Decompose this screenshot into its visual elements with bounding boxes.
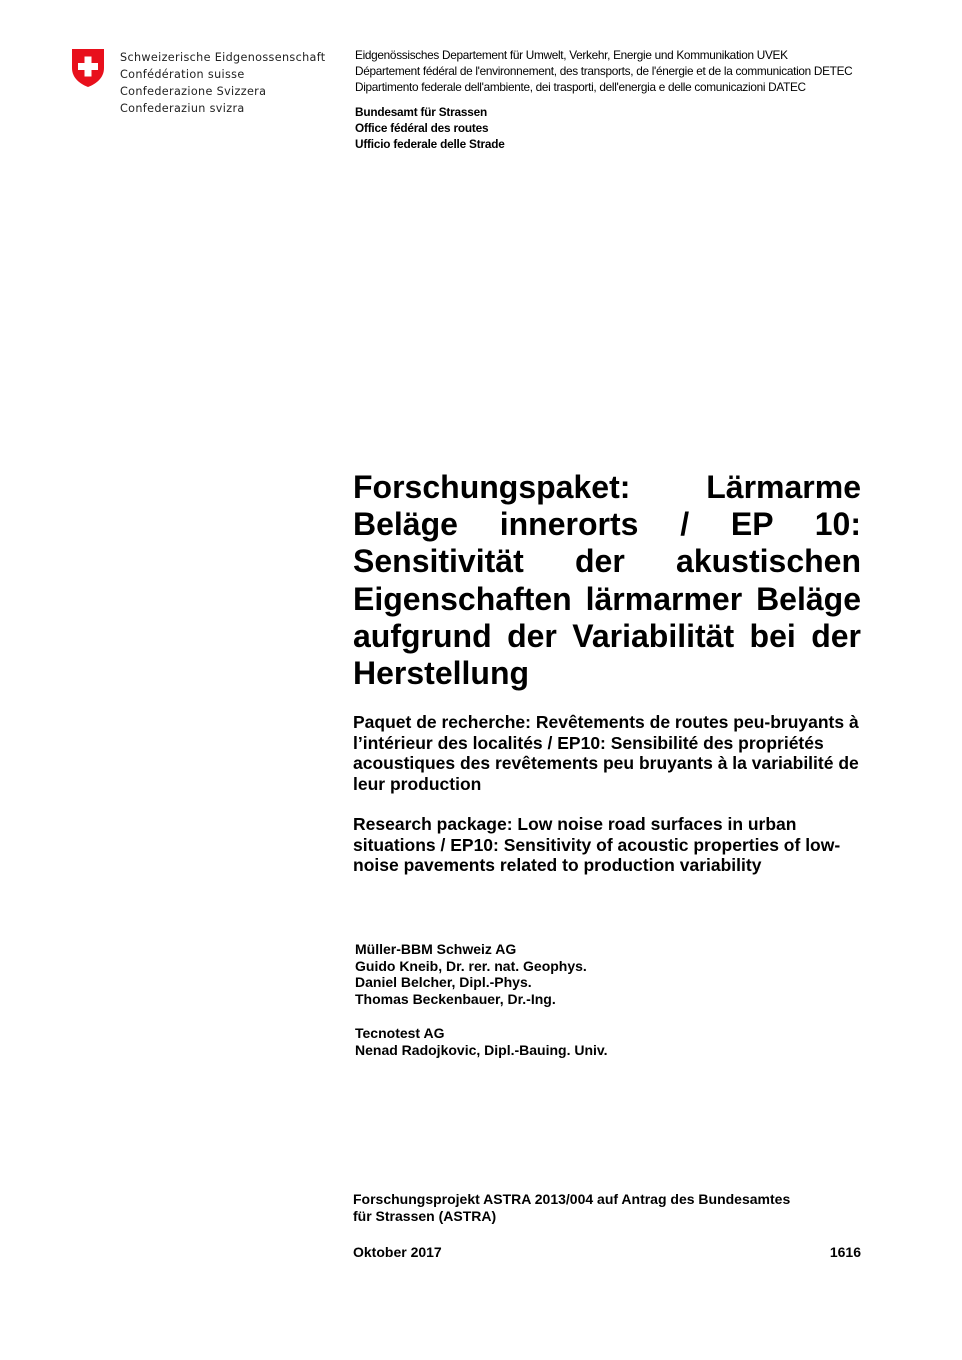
author-name: Guido Kneib, Dr. rer. nat. Geophys. bbox=[355, 957, 587, 974]
author-name: Daniel Belcher, Dipl.-Phys. bbox=[355, 974, 532, 991]
department-line-fr: Département fédéral de l'environnement, des transports, de l'énergie et de la communication DETEC bbox=[355, 64, 853, 78]
office-block bbox=[355, 104, 505, 152]
office-line-de: Bundesamt für Strassen bbox=[355, 105, 487, 119]
footer bbox=[353, 1244, 861, 1261]
author-group-tecnotest bbox=[355, 1025, 608, 1058]
department-block bbox=[355, 47, 852, 95]
author-name: Nenad Radojkovic, Dipl.-Bauing. Univ. bbox=[355, 1041, 608, 1058]
department-line-it: Dipartimento federale dell'ambiente, dei trasporti, dell'energia e delle comunicazioni DATEC bbox=[355, 80, 806, 94]
confederation-name-fr: Confédération suisse bbox=[120, 68, 245, 81]
confederation-names bbox=[120, 49, 326, 117]
author-organization: Müller-BBM Schweiz AG bbox=[355, 941, 517, 957]
project-note-line: für Strassen (ASTRA) bbox=[353, 1208, 497, 1224]
document-title-fr: Paquet de recherche: Revêtements de routes peu-bruyants à l’intérieur des localités / EP10: Sensibilité des propriétés acoustiques des revêtements peu bruyants à la variabilité de leur production bbox=[353, 712, 859, 794]
report-number: 1616 bbox=[829, 1244, 861, 1260]
author-group-mueller-bbm bbox=[355, 941, 587, 1008]
confederation-name-rm: Confederaziun svizra bbox=[120, 102, 245, 115]
swiss-coat-of-arms-icon bbox=[70, 48, 106, 88]
confederation-name-de: Schweizerische Eidgenossenschaft bbox=[120, 51, 326, 64]
project-note bbox=[353, 1191, 861, 1225]
office-line-it: Ufficio federale delle Strade bbox=[355, 137, 505, 151]
author-name: Thomas Beckenbauer, Dr.-Ing. bbox=[355, 991, 556, 1008]
confederation-name-it: Confederazione Svizzera bbox=[120, 85, 267, 98]
project-note-line: Forschungsprojekt ASTRA 2013/004 auf Antrag des Bundesamtes bbox=[353, 1191, 791, 1207]
office-line-fr: Office fédéral des routes bbox=[355, 121, 489, 135]
publication-date: Oktober 2017 bbox=[353, 1244, 442, 1260]
document-title-de: Forschungspaket: Lärmarme Beläge innerorts / EP 10: Sensitivität der akustischen Eigenschaften lärmarmer Beläge aufgrund der Variabilität bei der Herstellung bbox=[353, 469, 861, 692]
department-line-de: Eidgenössisches Departement für Umwelt, Verkehr, Energie und Kommunikation UVEK bbox=[355, 48, 788, 62]
author-organization: Tecnotest AG bbox=[355, 1025, 445, 1041]
document-title-en: Research package: Low noise road surfaces in urban situations / EP10: Sensitivity of acoustic properties of low-noise pavements related to production variability bbox=[353, 814, 841, 875]
